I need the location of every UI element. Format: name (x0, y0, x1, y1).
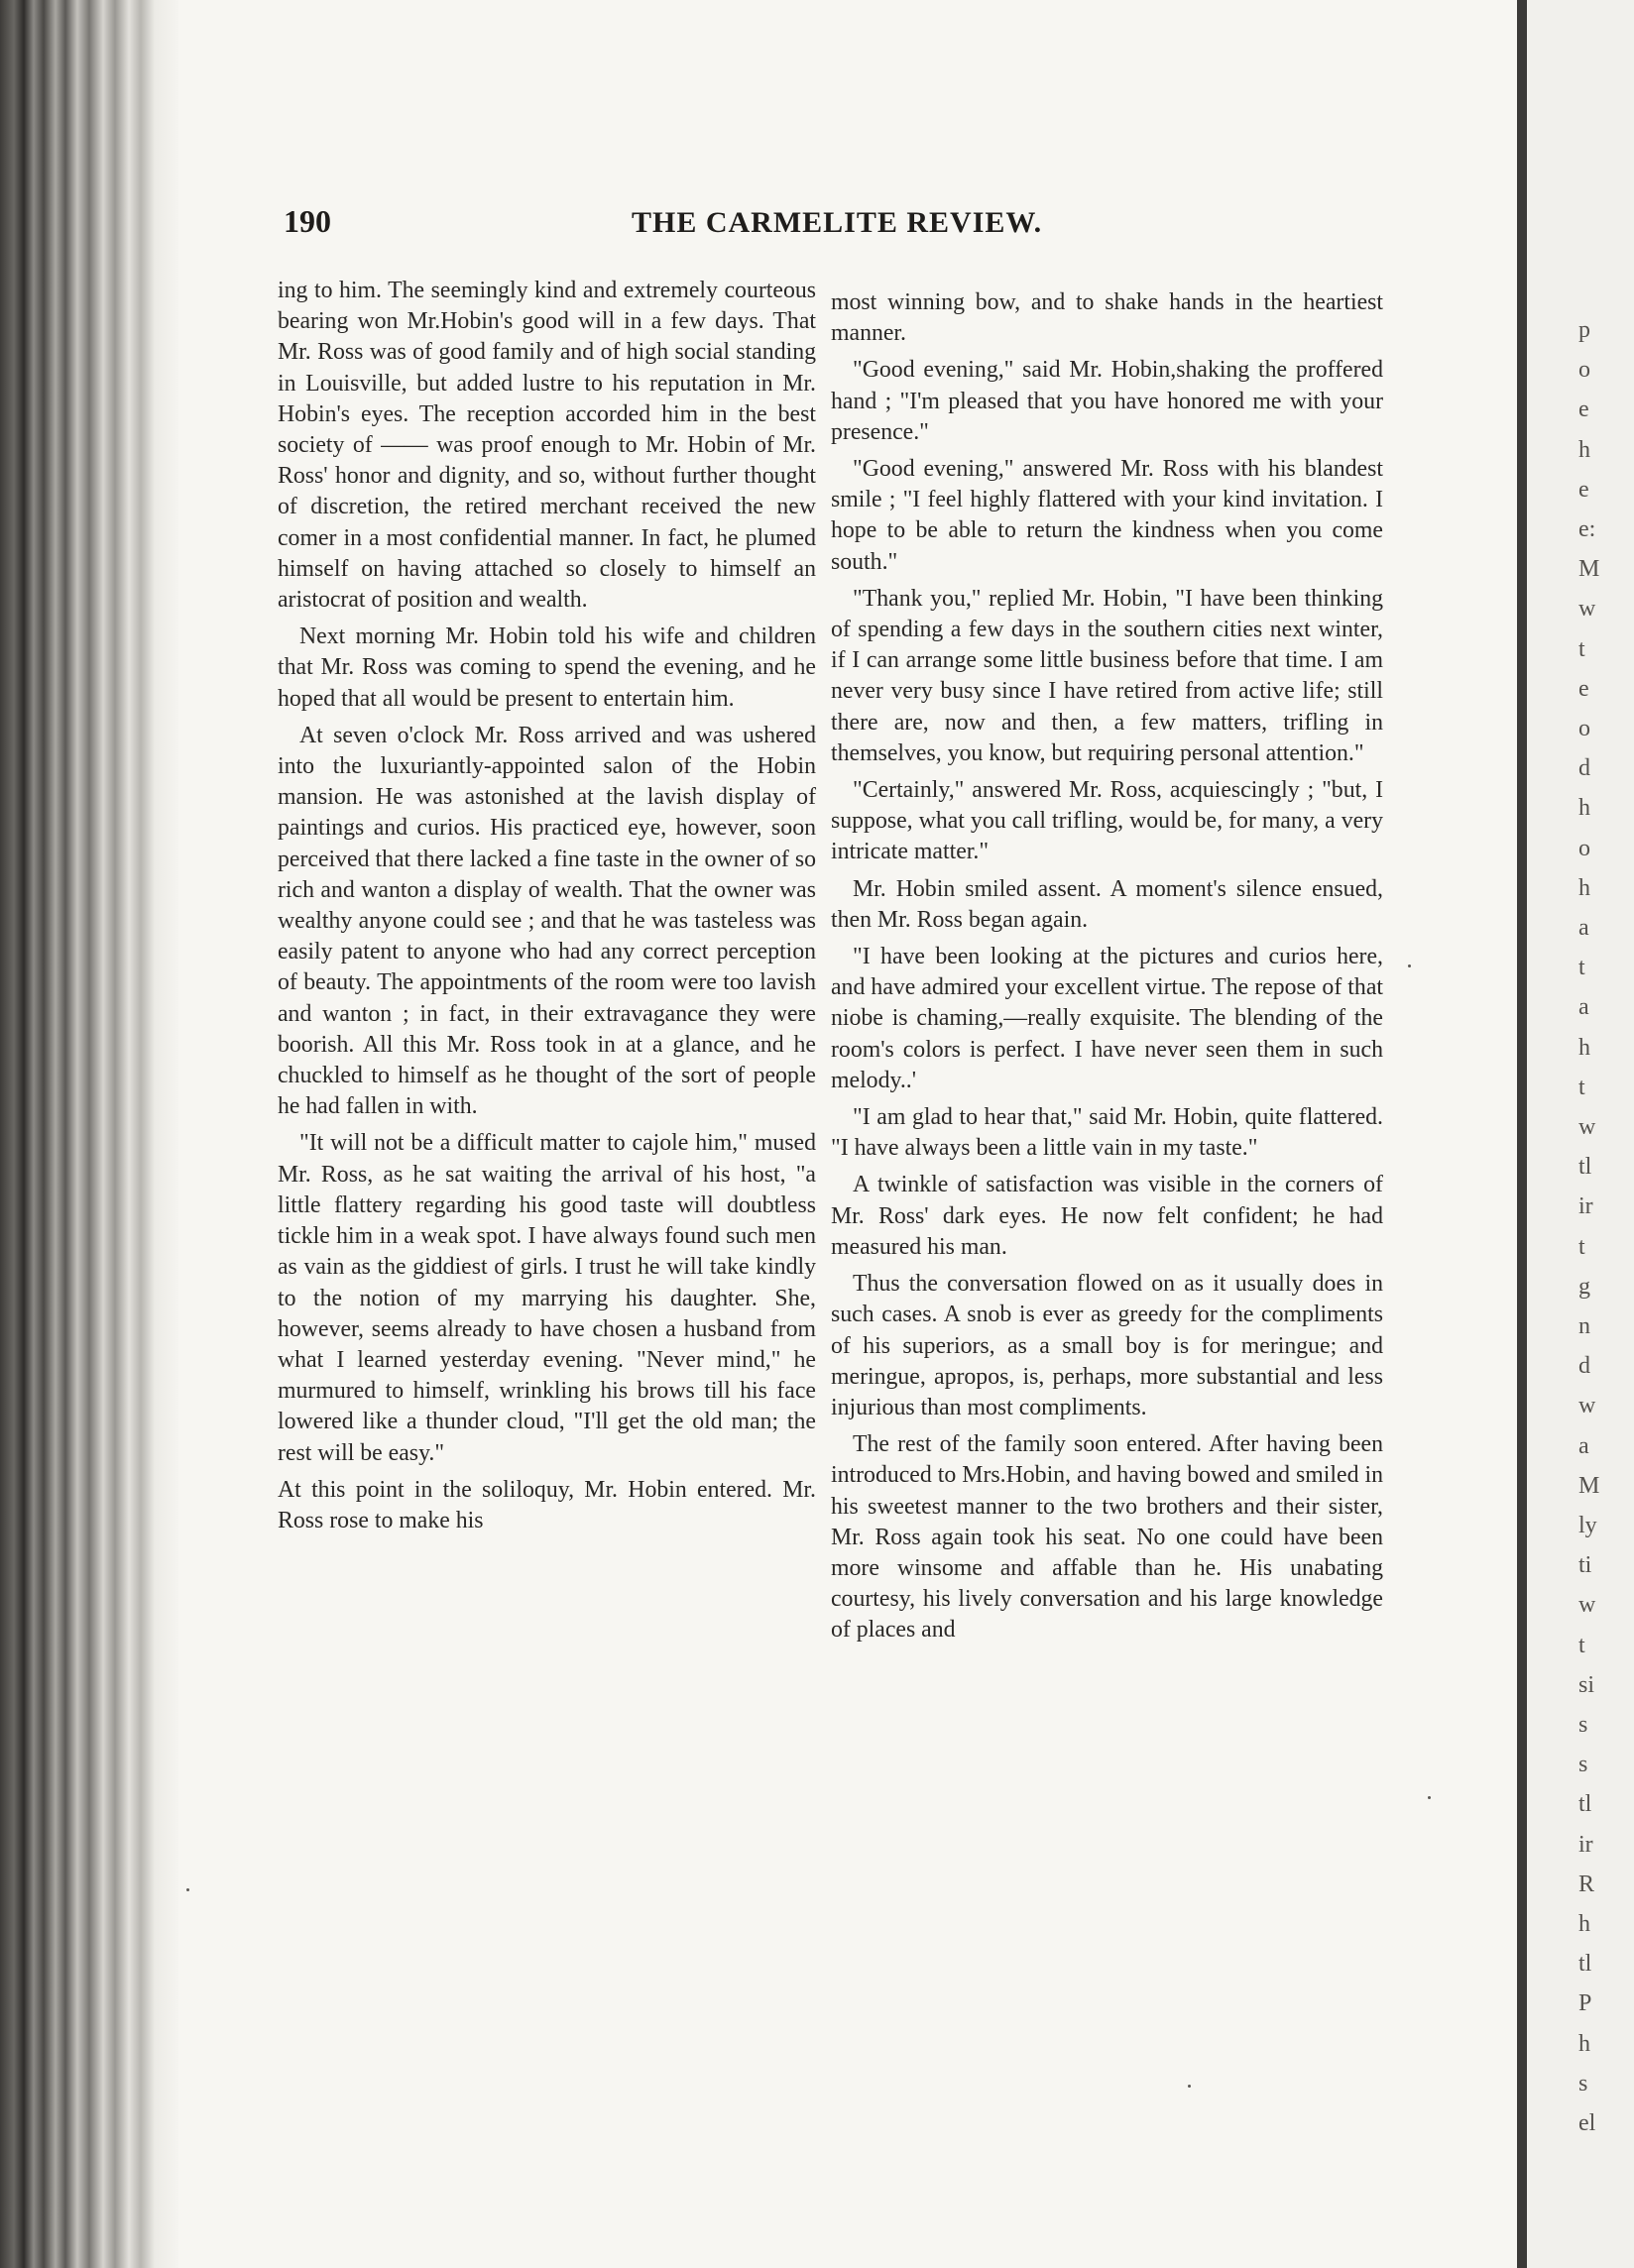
paragraph: ing to him. The seemingly kind and extremely courteous bearing won Mr.Hobin's good will in a few days. That Mr. Ross was of good family and of high social standing in Louisville, but added lustre to his reputation in Mr. Hobin's eyes. The reception accorded him in the best society of —— was proof enough to Mr. Hobin of Mr. Ross' honor and dignity, and so, without further thought of discretion, the retired merchant received the new comer in a most confidential manner. In fact, he plumed himself on having attached so closely to himself an aristocrat of position and wealth. (278, 278, 816, 614)
right-text-column (831, 287, 1383, 1652)
facing-page-edge-letter: h (1578, 2030, 1590, 2057)
facing-page-edge-letter: d (1578, 755, 1590, 782)
facing-page-edge-letter: tl (1578, 1791, 1592, 1818)
paper-speck (1408, 964, 1411, 967)
paragraph: Next morning Mr. Hobin told his wife and children that Mr. Ross was coming to spend the evening, and he hoped that all would be present to entertain him. (278, 624, 816, 712)
facing-page-edge-letter: el (1578, 2110, 1596, 2136)
paragraph: most winning bow, and to shake hands in the heartiest manner. (831, 289, 1383, 347)
facing-page-edge-letter: a (1578, 1432, 1589, 1459)
facing-page-edge-letter: ti (1578, 1552, 1592, 1579)
paper-speck (186, 1888, 189, 1891)
facing-page-edge-letter: s (1578, 1712, 1588, 1738)
facing-page-edge-letter: h (1578, 1034, 1590, 1061)
facing-page-edge-letter: tl (1578, 1154, 1592, 1181)
facing-page-edge-letter: h (1578, 1911, 1590, 1937)
paragraph: The rest of the family soon entered. After having been introduced to Mrs.Hobin, and having bowed and smiled in his sweetest manner to the two brothers and their sister, Mr. Ross again took his seat. No one could have been more winsome and affable than he. His unabating courtesy, his lively conversation and his large knowledge of places and (831, 1431, 1383, 1644)
facing-page-edge-letter: t (1578, 955, 1585, 981)
facing-page-edge-letter: h (1578, 874, 1590, 901)
facing-page-edge-letter: M (1578, 556, 1600, 583)
paragraph: "Certainly," answered Mr. Ross, acquiescingly ; "but, I suppose, what you call trifling, would be, for many, a very intricate matter." (831, 777, 1383, 865)
paragraph: "It will not be a difficult matter to cajole him," mused Mr. Ross, as he sat waiting the arrival of his host, "a little flattery regarding his good taste will doubtless tickle him in a weak spot. I have always found such men as vain as the giddiest of girls. I trust he will take kindly to the notion of my marrying his daughter. She, however, seems already to have chosen a husband from what I learned yesterday evening. "Never mind," he murmured to himself, wrinkling his brows till his face lowered like a thunder cloud, "I'll get the old man; the rest will be easy." (278, 1130, 816, 1466)
facing-page-edge-letter: w (1578, 1393, 1596, 1419)
paragraph: "Good evening," answered Mr. Ross with his blandest smile ; "I feel highly flattered with your kind invitation. I hope to be able to return the kindness when you come south." (831, 456, 1383, 575)
paragraph: Thus the conversation flowed on as it usually does in such cases. A snob is ever as greedy for the compliments of his superiors, as a small boy is for meringue; and meringue, apropos, is, perhaps, more substantial and less injurious than most compliments. (831, 1271, 1383, 1420)
facing-page-edge-letter: p (1578, 317, 1590, 343)
facing-page-edge-letter: w (1578, 596, 1596, 623)
facing-page-edge-letter: ir (1578, 1831, 1593, 1858)
paragraph: At this point in the soliloquy, Mr. Hobin entered. Mr. Ross rose to make his (278, 1476, 816, 1533)
running-head-title: THE CARMELITE REVIEW. (632, 206, 1043, 239)
facing-page-edge-letter: g (1578, 1273, 1590, 1300)
facing-page-edge-letter: t (1578, 1074, 1585, 1100)
facing-page-edge-letter: w (1578, 1592, 1596, 1619)
facing-page-edge-letter: o (1578, 835, 1590, 861)
facing-page-edge-letter: h (1578, 795, 1590, 822)
paragraph: Mr. Hobin smiled assent. A moment's silence ensued, then Mr. Ross began again. (831, 875, 1383, 933)
paper-speck (1188, 2085, 1191, 2088)
facing-page-edge-letter: M (1578, 1472, 1600, 1499)
facing-page-edge-letter: ir (1578, 1193, 1593, 1220)
facing-page-edge-letter: tl (1578, 1951, 1592, 1978)
paragraph: "I have been looking at the pictures and curios here, and have admired your excellent virtue. The repose of that niobe is chaming,—really exquisite. The blending of the room's colors is perfect. I have never seen them in such melody..' (831, 944, 1383, 1093)
facing-page-edge-letter: ly (1578, 1513, 1597, 1538)
facing-page-edge-letter: a (1578, 915, 1589, 941)
paragraph: "I am glad to hear that," said Mr. Hobin, quite flattered. "I have always been a little vain in my taste." (831, 1104, 1383, 1162)
left-text-column (278, 276, 816, 1542)
facing-page-edge-letter: h (1578, 436, 1590, 463)
paragraph: At seven o'clock Mr. Ross arrived and was ushered into the luxuriantly-appointed salon of the Hobin mansion. He was astonished at the lavish display of paintings and curios. His practiced eye, however, soon perceived that there lacked a fine taste in the owner of so rich and wanton a display of wealth. That the owner was wealthy anyone could see ; and that he was tasteless was easily patent to anyone who had any correct perception of beauty. The appointments of the room were too lavish and wanton ; in fact, in their extravagance they were boorish. All this Mr. Ross took in at a glance, and he chuckled to himself as he thought of the sort of people he had fallen in with. (278, 722, 816, 1120)
facing-page-edge-letter: e (1578, 476, 1589, 503)
facing-page-edge-letter: a (1578, 994, 1589, 1021)
facing-page-edge-letter: e: (1578, 516, 1596, 542)
facing-page-edge-letter: R (1578, 1871, 1595, 1897)
facing-page-edge-letter: e (1578, 675, 1589, 702)
facing-page-edge-letter: t (1578, 1233, 1585, 1260)
paragraph: "Good evening," said Mr. Hobin,shaking the proffered hand ; "I'm pleased that you have honored me with your presence." (831, 357, 1383, 445)
page-number: 190 (284, 203, 331, 239)
facing-page-edge-letter: e (1578, 397, 1589, 423)
facing-page-edge-letter: t (1578, 635, 1585, 662)
book-binding-gutter (0, 0, 178, 2268)
facing-page-edge-letter: w (1578, 1114, 1596, 1140)
facing-page-edge-letter: P (1578, 1990, 1592, 2017)
facing-page-edge-letter: si (1578, 1671, 1595, 1698)
facing-page-edge-letter: n (1578, 1313, 1590, 1339)
paragraph: "Thank you," replied Mr. Hobin, "I have been thinking of spending a few days in the southern cities next winter, if I can arrange some little business before that time. I am never very busy since I have retired from active life; still there are, now and then, a few matters, trifling in themselves, you know, but requiring personal attention." (831, 585, 1383, 766)
facing-page-edge-letter: o (1578, 357, 1590, 384)
facing-page-edge-letter: t (1578, 1632, 1585, 1658)
paragraph: A twinkle of satisfaction was visible in the corners of Mr. Ross' dark eyes. He now felt confident; he had measured his man. (831, 1172, 1383, 1260)
facing-page-edge-letter: d (1578, 1353, 1590, 1380)
facing-page-edge-letter: s (1578, 1752, 1588, 1778)
facing-page-edge-letter: o (1578, 716, 1590, 741)
facing-page-edge-letter: s (1578, 2070, 1588, 2097)
paper-speck (1428, 1796, 1431, 1799)
